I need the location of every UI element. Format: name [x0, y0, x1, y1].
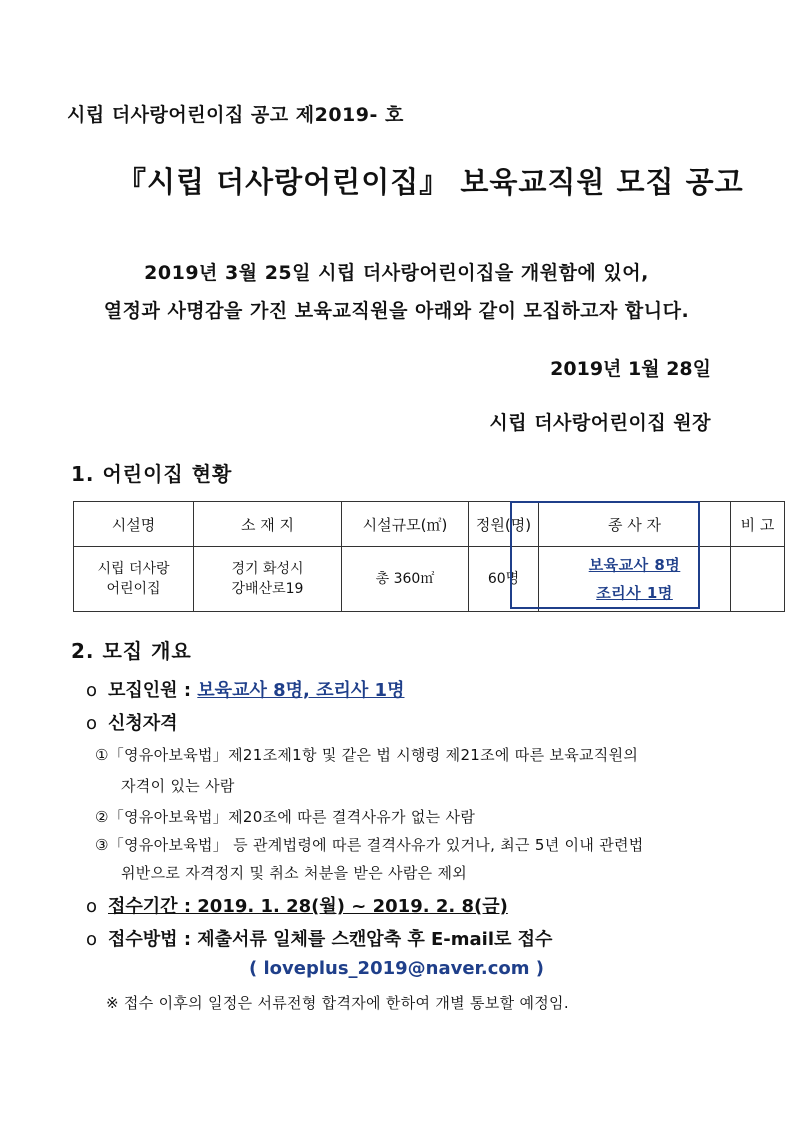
table-header-row [74, 502, 785, 547]
cell-size: 총 360㎡ [342, 547, 469, 612]
address-line-1: 경기 화성시 [231, 561, 304, 577]
staff-cook: 조리사 1명 [596, 584, 673, 602]
header-capacity: 정원(명) [469, 502, 539, 547]
schedule-note: ※ 접수 이후의 일정은 서류전형 합격자에 한하여 개별 통보할 예정임. [106, 994, 569, 1012]
page-title: 『시립 더사랑어린이집』 보육교직원 모집 공고 [117, 165, 744, 199]
section-1-heading: 1. 어린이집 현황 [71, 462, 233, 486]
qualification-3-line-1: ③「영유아보육법」 등 관계법령에 따른 결격사유가 있거나, 최근 5년 이내 관련법 [95, 836, 644, 854]
cell-remarks [731, 547, 785, 612]
header-facility-name: 시설명 [74, 502, 194, 547]
bullet-marker: o [86, 713, 98, 734]
contact-email: ( loveplus_2019@naver.com ) [249, 958, 544, 979]
qualification-2: ②「영유아보육법」제20조에 따른 결격사유가 없는 사람 [95, 808, 476, 826]
signer: 시립 더사랑어린이집 원장 [489, 412, 711, 434]
header-address: 소 재 지 [194, 502, 342, 547]
qualification-1-line-1: ①「영유아보육법」제21조제1항 및 같은 법 시행령 제21조에 따른 보육교직원의 [95, 746, 639, 764]
cell-staff [539, 547, 731, 612]
cell-address [194, 547, 342, 612]
header-remarks: 비 고 [731, 502, 785, 547]
notice-date: 2019년 1월 28일 [550, 358, 711, 380]
recruit-value: 보육교사 8명, 조리사 1명 [197, 680, 405, 701]
facility-name-line-2: 어린이집 [106, 581, 161, 597]
cell-facility-name [74, 547, 194, 612]
section-2-heading: 2. 모집 개요 [71, 639, 192, 663]
qualification-1-line-2: 자격이 있는 사람 [121, 777, 235, 795]
recruit-label: 모집인원 : [108, 680, 198, 701]
facility-name-line-1: 시립 더사랑 [97, 561, 170, 577]
qualification-label: 신청자격 [108, 713, 178, 734]
header-size: 시설규모(㎡) [342, 502, 469, 547]
facility-status-table [73, 501, 785, 612]
application-period-item [86, 892, 508, 918]
bullet-marker: o [86, 680, 98, 701]
application-method-item [86, 925, 552, 951]
staff-teachers: 보육교사 8명 [588, 556, 681, 574]
header-staff: 종 사 자 [539, 502, 731, 547]
bullet-marker: o [86, 896, 98, 917]
cell-capacity: 60명 [469, 547, 539, 612]
table-row [74, 547, 785, 612]
bullet-marker: o [86, 929, 98, 950]
application-period: 접수기간 : 2019. 1. 28(월) ~ 2019. 2. 8(금) [108, 896, 508, 917]
recruit-count-item [86, 676, 404, 702]
address-line-2: 강배산로19 [231, 581, 304, 597]
intro-line-2: 열정과 사명감을 가진 보육교직원을 아래와 같이 모집하고자 합니다. [103, 300, 690, 322]
qualification-item [86, 709, 178, 735]
notice-number: 시립 더사랑어린이집 공고 제2019- 호 [67, 104, 404, 126]
intro-line-1: 2019년 3월 25일 시립 더사랑어린이집을 개원함에 있어, [144, 262, 649, 284]
application-method: 접수방법 : 제출서류 일체를 스캔압축 후 E-mail로 접수 [108, 929, 553, 950]
qualification-3-line-2: 위반으로 자격정지 및 취소 처분을 받은 사람은 제외 [121, 864, 468, 882]
